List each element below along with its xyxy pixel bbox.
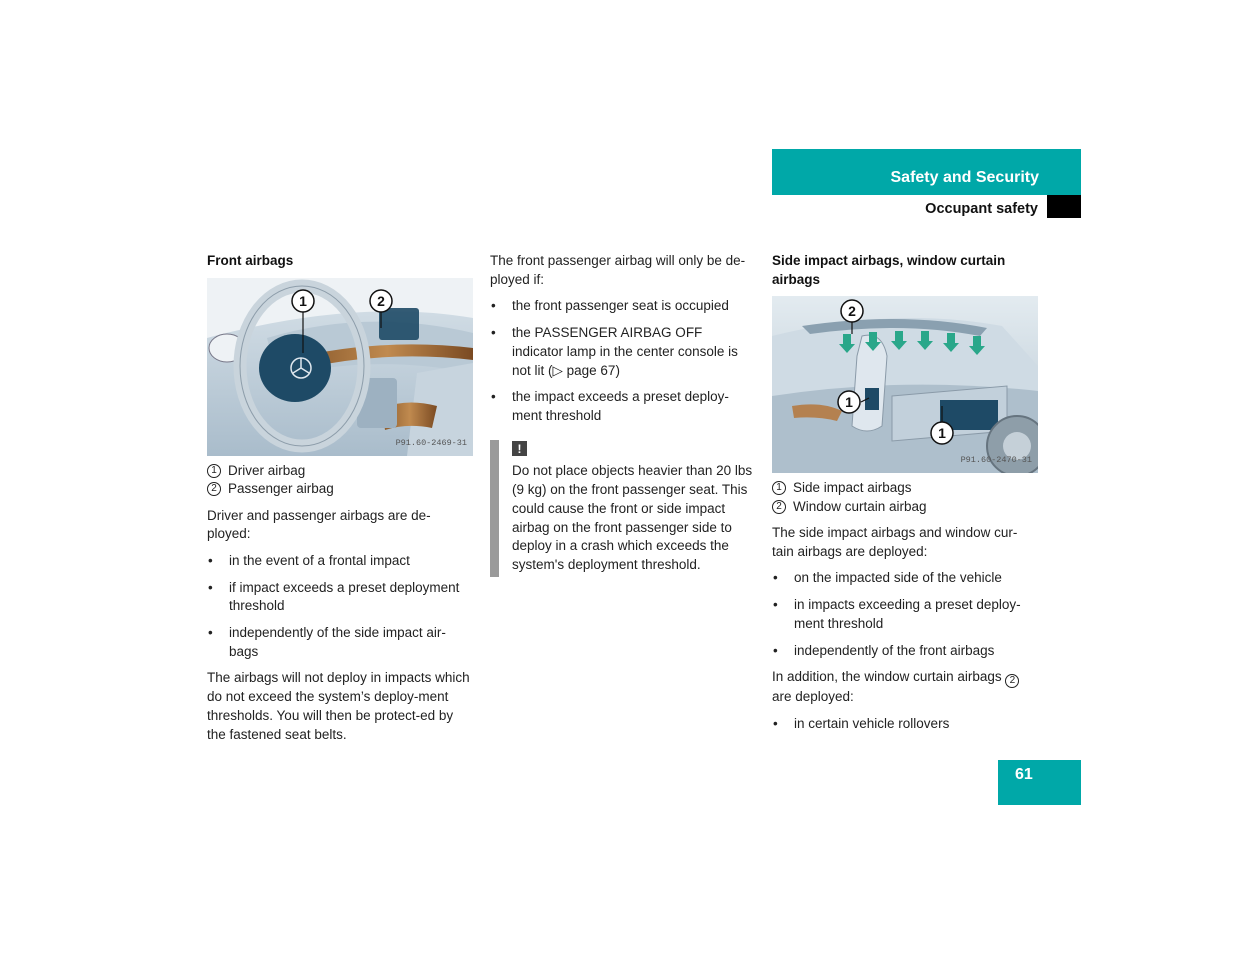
svg-text:1: 1 — [938, 425, 946, 441]
addition-text-end: are deployed: — [772, 689, 854, 705]
svg-text:2: 2 — [848, 303, 856, 319]
legend-label: Side impact airbags — [793, 480, 912, 495]
list-item: • the front passenger seat is occupied — [490, 297, 756, 316]
side-airbags-heading: Side impact airbags, window curtain airbags — [772, 253, 1006, 287]
legend-item — [207, 462, 473, 481]
svg-text:1: 1 — [299, 292, 307, 309]
list-item: • independently of the side impact air-bags — [207, 624, 473, 661]
passenger-airbag-intro: The front passenger airbag will only be de-ployed if: — [490, 253, 746, 287]
side-airbags-figure — [772, 296, 1038, 473]
warning-bar — [490, 440, 499, 577]
svg-text:1: 1 — [845, 394, 853, 410]
side-airbags-list — [772, 569, 1038, 660]
side-airbags-intro: The side impact airbags and window cur-tain airbags are deployed: — [772, 525, 1018, 559]
section-title: Safety and Security — [890, 169, 1039, 186]
front-airbags-legend — [207, 462, 473, 499]
figure-code: P91.60-2469-31 — [395, 437, 467, 448]
front-airbags-column — [207, 252, 473, 752]
subsection-marker — [1047, 195, 1081, 218]
car-interior-illustration — [772, 296, 1038, 473]
list-item: • the impact exceeds a preset deploy-ment threshold — [490, 388, 756, 425]
list-item: • in impacts exceeding a preset deploy-ment threshold — [772, 596, 1038, 633]
legend-number: 1 — [772, 481, 786, 495]
list-item: • independently of the front airbags — [772, 642, 1038, 661]
front-airbags-list — [207, 552, 473, 662]
legend-item — [772, 498, 1038, 517]
legend-item — [207, 480, 473, 499]
rollover-list — [772, 715, 1038, 734]
list-item: • the PASSENGER AIRBAG OFF indicator lamp in the center console is not lit (▷ page 67) — [490, 324, 756, 380]
passenger-airbag-list — [490, 297, 756, 425]
front-airbags-heading: Front airbags — [207, 253, 294, 268]
figure-code: P91.60-2470-31 — [960, 455, 1032, 466]
page-number: 61 — [1015, 766, 1033, 783]
front-airbags-figure — [207, 278, 473, 456]
dashboard-illustration — [207, 278, 473, 456]
legend-number: 2 — [772, 500, 786, 514]
front-airbags-intro: Driver and passenger airbags are de-ployed: — [207, 507, 431, 542]
legend-number: 1 — [207, 464, 221, 478]
subsection-title: Occupant safety — [925, 201, 1038, 217]
front-airbags-closing: The airbags will not deploy in impacts which do not exceed the system’s deploy-ment thresholds. You will then be protect-ed by the fastened seat belts. — [207, 670, 470, 742]
passenger-airbag-column — [490, 252, 756, 583]
side-airbags-legend — [772, 479, 1038, 516]
legend-label: Passenger airbag — [228, 481, 334, 496]
legend-item — [772, 479, 1038, 498]
section-header — [772, 149, 1081, 195]
legend-label: Driver airbag — [228, 462, 306, 478]
svg-text:2: 2 — [377, 292, 385, 309]
list-item: • in certain vehicle rollovers — [772, 715, 1038, 734]
warning-icon: ! — [512, 441, 527, 456]
legend-number: 2 — [1005, 674, 1019, 688]
page-number-box — [998, 760, 1081, 805]
side-airbags-addition — [772, 668, 1038, 707]
warning-box — [490, 440, 756, 575]
legend-label: Window curtain airbag — [793, 498, 927, 514]
list-item: • on the impacted side of the vehicle — [772, 569, 1038, 588]
addition-text: In addition, the window curtain airbags — [772, 669, 1002, 685]
legend-number: 2 — [207, 482, 221, 496]
list-item: • in the event of a frontal impact — [207, 552, 473, 571]
warning-text: Do not place objects heavier than 20 lbs (9 kg) on the front passenger seat. This could cause the front or side impact airbag on the front passenger side to deploy in a crash which exceeds the system's deployment threshold. — [512, 463, 753, 572]
list-item: • if impact exceeds a preset deployment threshold — [207, 579, 473, 616]
side-airbags-column — [772, 252, 1038, 742]
